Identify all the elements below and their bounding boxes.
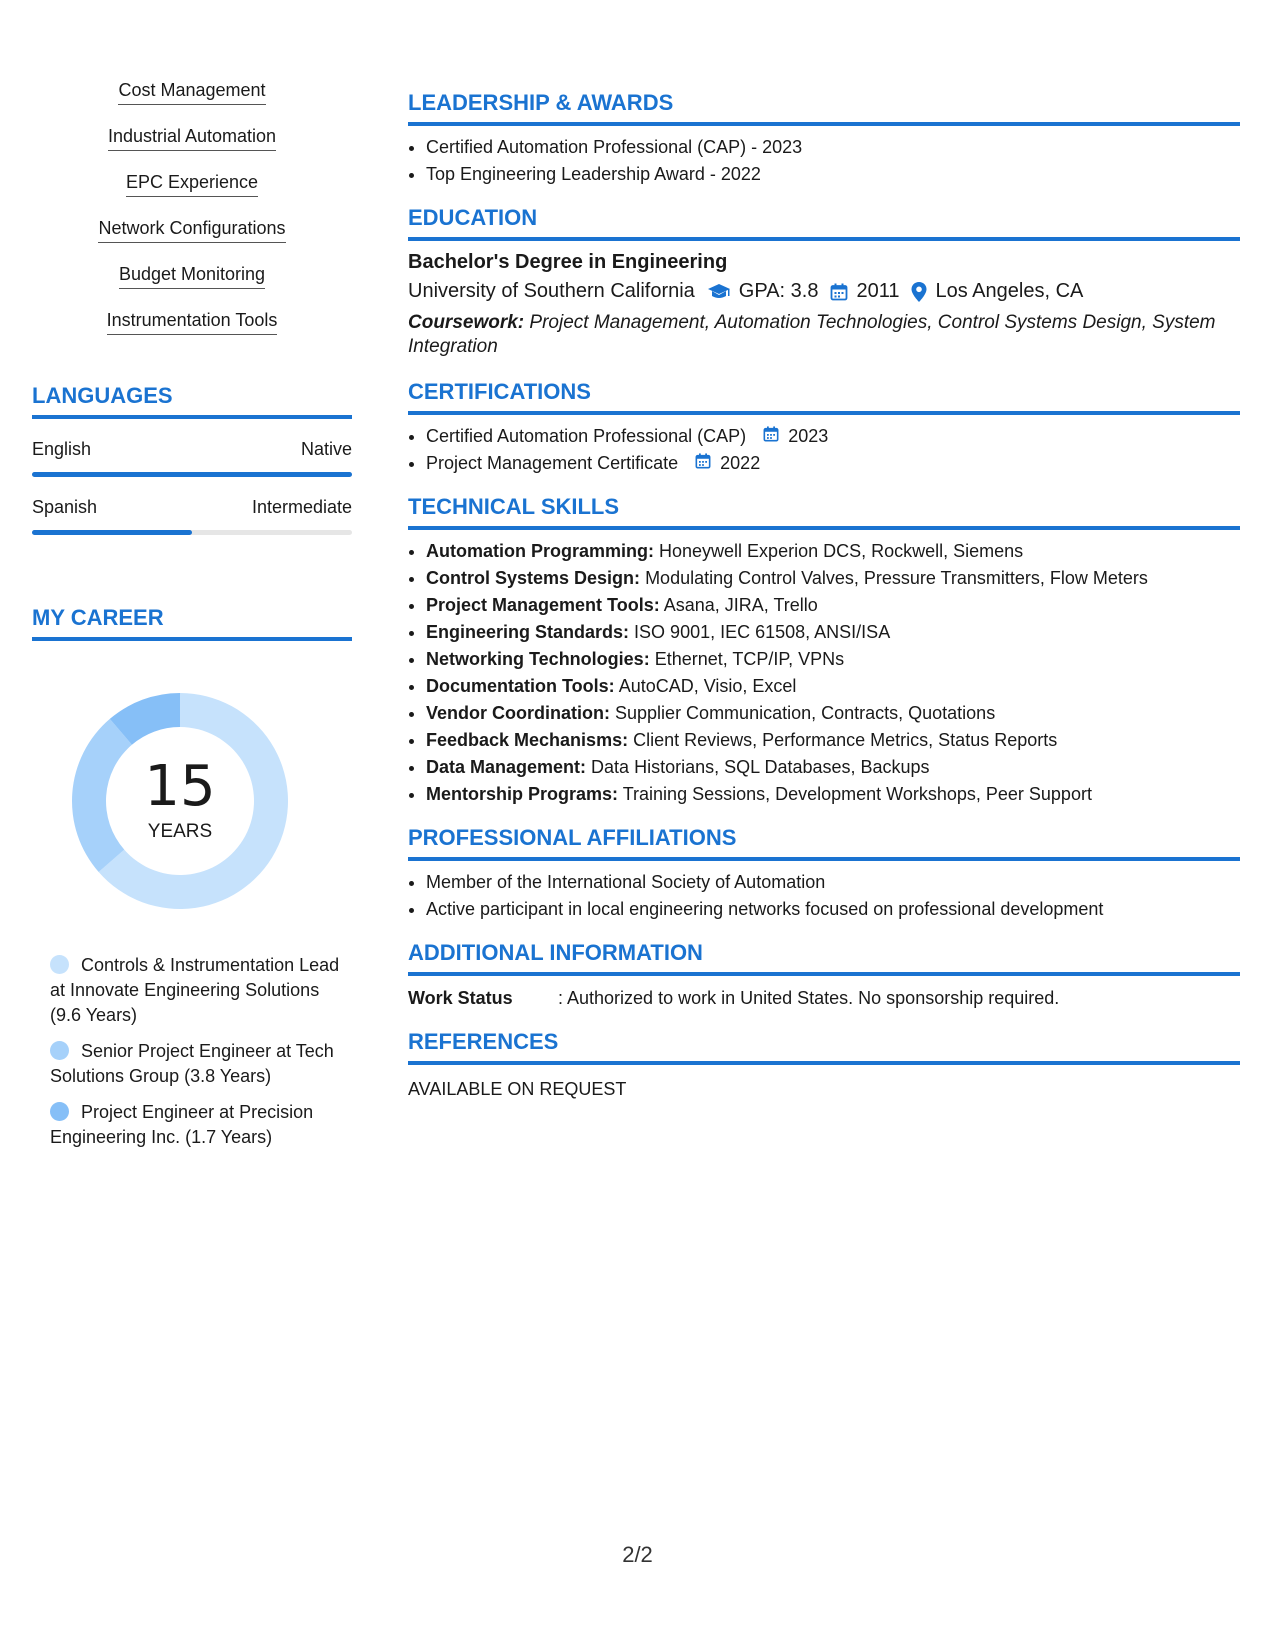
certification-name: Certified Automation Professional (CAP)	[426, 426, 747, 446]
references-text: AVAILABLE ON REQUEST	[408, 1079, 627, 1099]
skill-value: ISO 9001, IEC 61508, ANSI/ISA	[634, 622, 891, 642]
languages-title: LANGUAGES	[32, 383, 352, 419]
work-status-row	[408, 988, 1240, 1009]
leadership-section	[408, 90, 1240, 185]
technical-skills-section	[408, 494, 1240, 805]
calendar-icon	[763, 426, 779, 442]
education-title: EDUCATION	[408, 205, 1240, 241]
skill-label: Networking Technologies:	[426, 649, 650, 669]
skill-tag: Network Configurations	[98, 218, 285, 243]
calendar-icon	[830, 283, 848, 301]
skill-label: Documentation Tools:	[426, 676, 615, 696]
skill-label: Project Management Tools:	[426, 595, 660, 615]
language-bar-fill	[32, 530, 192, 535]
certification-year: 2023	[788, 426, 829, 446]
skill-label: Feedback Mechanisms:	[426, 730, 629, 750]
skill-tag: Cost Management	[118, 80, 265, 105]
list-item	[426, 621, 1240, 643]
career-legend-item	[50, 953, 340, 1028]
education-meta	[408, 280, 1240, 303]
list-item	[426, 783, 1240, 805]
skill-tag: Budget Monitoring	[119, 264, 265, 289]
leadership-title: LEADERSHIP & AWARDS	[408, 90, 1240, 126]
work-status-label: Work Status	[408, 988, 513, 1008]
skill-tags	[32, 80, 352, 335]
list-item	[426, 756, 1240, 778]
skill-label: Engineering Standards:	[426, 622, 630, 642]
skill-value: Supplier Communication, Contracts, Quotations	[615, 703, 996, 723]
skill-tag: Industrial Automation	[108, 126, 276, 151]
skill-label: Mentorship Programs:	[426, 784, 619, 804]
degree: Bachelor's Degree in Engineering	[408, 251, 728, 273]
skill-value: Client Reviews, Performance Metrics, Status Reports	[633, 730, 1058, 750]
additional-info-title: ADDITIONAL INFORMATION	[408, 940, 1240, 976]
language-level: Intermediate	[251, 497, 352, 517]
education-section	[408, 205, 1240, 359]
career-legend-label: Project Engineer at Precision Engineering Inc. (1.7 Years)	[50, 1102, 314, 1147]
list-item	[426, 729, 1240, 751]
location-pin-icon	[911, 282, 927, 302]
career-legend-label: Senior Project Engineer at Tech Solutions Group (3.8 Years)	[50, 1041, 334, 1086]
graduation-year: 2011	[856, 280, 900, 302]
list-item: • Certified Automation Professional (CAP) - 2023	[426, 136, 1240, 158]
career-title: MY CAREER	[32, 605, 352, 641]
coursework	[408, 311, 1240, 359]
gpa: GPA: 3.8	[738, 280, 819, 302]
references-section	[408, 1029, 1240, 1100]
left-column	[32, 80, 352, 1161]
references-title: REFERENCES	[408, 1029, 1240, 1065]
language-level: Native	[300, 439, 352, 459]
technical-skills-title: TECHNICAL SKILLS	[408, 494, 1240, 530]
languages-section	[32, 383, 352, 535]
career-legend	[50, 953, 340, 1150]
legend-dot	[50, 1041, 69, 1060]
list-item	[426, 594, 1240, 616]
legend-dot	[50, 955, 69, 974]
legend-dot	[50, 1102, 69, 1121]
list-item	[426, 648, 1240, 670]
list-item	[426, 675, 1240, 697]
language-bar-fill	[32, 472, 352, 477]
right-column	[408, 90, 1240, 1120]
skill-value: Data Historians, SQL Databases, Backups	[591, 757, 930, 777]
additional-info-section	[408, 940, 1240, 1009]
language-name: English	[32, 439, 92, 459]
list-item	[426, 452, 1240, 474]
language-item	[32, 497, 352, 535]
career-legend-label: Controls & Instrumentation Lead at Innovate Engineering Solutions (9.6 Years)	[50, 955, 340, 1025]
language-bar	[32, 472, 352, 477]
certifications-section	[408, 379, 1240, 474]
work-status-value: : Authorized to work in United States. No sponsorship required.	[558, 988, 1060, 1008]
skill-value: Training Sessions, Development Workshops, Peer Support	[622, 784, 1092, 804]
page-number: 2/2	[622, 1542, 653, 1567]
certification-year: 2022	[720, 453, 761, 473]
affiliations-title: PROFESSIONAL AFFILIATIONS	[408, 825, 1240, 861]
coursework-text: Project Management, Automation Technologies, Control Systems Design, System Integration	[408, 312, 1216, 357]
career-total-number: 15	[144, 754, 216, 819]
list-item: • Top Engineering Leadership Award - 2022	[426, 163, 1240, 185]
career-legend-item	[50, 1100, 340, 1150]
skill-tag: EPC Experience	[126, 172, 258, 197]
career-donut	[60, 681, 300, 921]
calendar-icon	[695, 453, 711, 469]
skill-value: Ethernet, TCP/IP, VPNs	[654, 649, 845, 669]
skill-label: Automation Programming:	[426, 541, 654, 561]
list-item	[426, 425, 1240, 447]
language-name: Spanish	[32, 497, 98, 517]
skill-value: Honeywell Experion DCS, Rockwell, Siemens	[659, 541, 1024, 561]
skill-label: Data Management:	[426, 757, 587, 777]
career-total-unit: YEARS	[147, 821, 213, 842]
list-item	[426, 702, 1240, 724]
language-bar	[32, 530, 352, 535]
skill-value: Modulating Control Valves, Pressure Transmitters, Flow Meters	[645, 568, 1148, 588]
career-legend-item	[50, 1039, 340, 1089]
skill-tag: Instrumentation Tools	[107, 310, 278, 335]
skill-value: Asana, JIRA, Trello	[663, 595, 818, 615]
skill-value: AutoCAD, Visio, Excel	[618, 676, 797, 696]
coursework-label: Coursework:	[408, 312, 525, 333]
school: University of Southern California	[408, 280, 695, 302]
education-location: Los Angeles, CA	[935, 280, 1084, 302]
certifications-title: CERTIFICATIONS	[408, 379, 1240, 415]
list-item	[426, 540, 1240, 562]
list-item	[426, 567, 1240, 589]
skill-label: Vendor Coordination:	[426, 703, 610, 723]
certification-name: Project Management Certificate	[426, 453, 679, 473]
affiliations-section	[408, 825, 1240, 920]
list-item: • Active participant in local engineering networks focused on professional development	[426, 898, 1240, 920]
language-item	[32, 439, 352, 477]
career-section	[32, 605, 352, 1150]
list-item: • Member of the International Society of Automation	[426, 871, 1240, 893]
graduation-cap-icon	[707, 283, 731, 301]
skill-label: Control Systems Design:	[426, 568, 641, 588]
